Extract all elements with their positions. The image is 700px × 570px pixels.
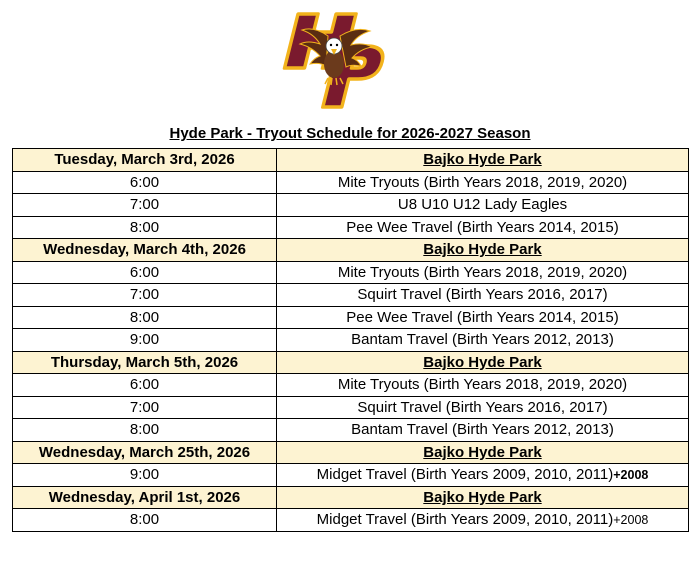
session-event: Pee Wee Travel (Birth Years 2014, 2015) [346,308,619,326]
day-date: Thursday, March 5th, 2026 [13,351,277,374]
day-header-row [13,149,689,172]
session-time: 8:00 [13,306,277,329]
tryout-schedule-table [12,148,689,532]
rink-name: Bajko Hyde Park [277,351,689,374]
session-row [13,261,689,284]
session-event-cell [277,396,689,419]
session-event-cell [277,194,689,217]
session-event-cell [277,329,689,352]
day-header-row [13,441,689,464]
day-date: Tuesday, March 3rd, 2026 [13,149,277,172]
session-time: 6:00 [13,261,277,284]
session-extra-year: +2008 [613,467,649,482]
session-event-cell [277,284,689,307]
rink-name: Bajko Hyde Park [277,149,689,172]
hyde-park-logo [270,6,410,114]
session-row [13,464,689,487]
session-row [13,329,689,352]
session-event: Squirt Travel (Birth Years 2016, 2017) [357,286,608,304]
session-event-cell [277,261,689,284]
session-event: Bantam Travel (Birth Years 2012, 2013) [351,331,614,349]
session-event: Mite Tryouts (Birth Years 2018, 2019, 2020) [337,376,628,394]
session-row [13,216,689,239]
session-time: 8:00 [13,509,277,532]
session-event: Bantam Travel (Birth Years 2012, 2013) [351,421,614,439]
rink-name: Bajko Hyde Park [277,441,689,464]
session-time: 7:00 [13,284,277,307]
day-header-row [13,351,689,374]
session-time: 7:00 [13,194,277,217]
session-event-cell [277,171,689,194]
page-title: Hyde Park - Tryout Schedule for 2026-2027 Season [169,125,531,142]
rink-name: Bajko Hyde Park [277,239,689,262]
day-date: Wednesday, April 1st, 2026 [13,486,277,509]
rink-name: Bajko Hyde Park [277,486,689,509]
session-time: 8:00 [13,216,277,239]
session-time: 9:00 [13,329,277,352]
session-row [13,284,689,307]
session-event-cell [277,306,689,329]
session-row [13,171,689,194]
session-event: Mite Tryouts (Birth Years 2018, 2019, 2020) [337,173,628,191]
day-header-row [13,239,689,262]
session-event-cell [277,509,689,532]
session-time: 9:00 [13,464,277,487]
session-event-cell [277,216,689,239]
session-event: Pee Wee Travel (Birth Years 2014, 2015) [346,218,619,236]
session-time: 7:00 [13,396,277,419]
session-row [13,194,689,217]
session-row [13,374,689,397]
session-event: Squirt Travel (Birth Years 2016, 2017) [357,398,608,416]
session-event: Midget Travel (Birth Years 2009, 2010, 2011) [316,510,614,528]
session-event-cell [277,464,689,487]
session-row [13,306,689,329]
session-event: Midget Travel (Birth Years 2009, 2010, 2011) [316,465,614,483]
session-time: 6:00 [13,374,277,397]
session-event: U8 U10 U12 Lady Eagles [397,196,568,214]
session-extra-year: +2008 [613,512,649,527]
session-row [13,419,689,442]
session-row [13,396,689,419]
session-event: Mite Tryouts (Birth Years 2018, 2019, 2020) [337,263,628,281]
day-date: Wednesday, March 25th, 2026 [13,441,277,464]
session-time: 6:00 [13,171,277,194]
day-date: Wednesday, March 4th, 2026 [13,239,277,262]
session-event-cell [277,419,689,442]
session-time: 8:00 [13,419,277,442]
session-event-cell [277,374,689,397]
session-row [13,509,689,532]
day-header-row [13,486,689,509]
